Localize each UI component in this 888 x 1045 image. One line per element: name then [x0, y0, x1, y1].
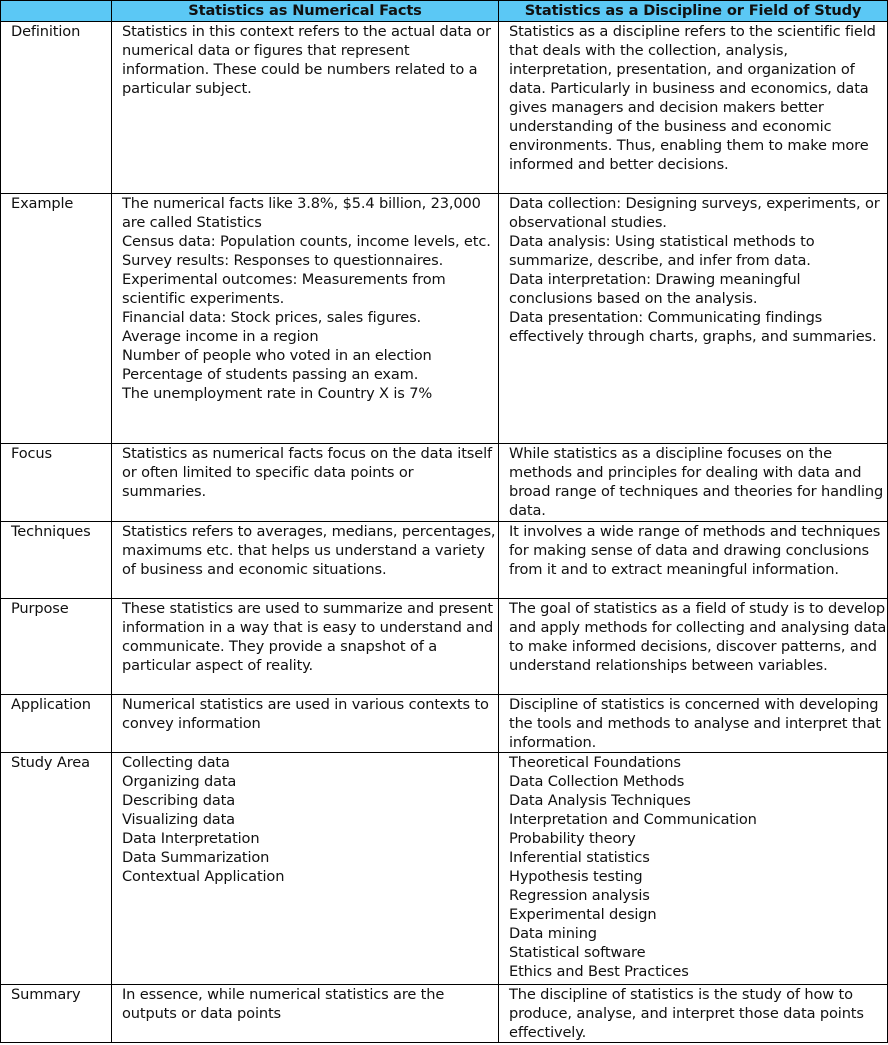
cell-discipline	[499, 695, 888, 753]
row-label: Summary	[1, 985, 112, 1043]
cell-line: It involves a wide range of methods and techniques for making sense of data and drawing conclusions from it and to extract meaningful information.	[509, 523, 881, 578]
cell-line: Visualizing data	[122, 811, 235, 828]
cell-numerical-facts	[112, 599, 499, 695]
cell-line: Data analysis: Using statistical methods to summarize, describe, and infer from data.	[509, 233, 815, 269]
cell-line: Statistics in this context refers to the actual data or numerical data or figures that represent information. These could be numbers related to a particular subject.	[122, 23, 491, 97]
cell-line: Census data: Population counts, income levels, etc.	[122, 233, 491, 250]
table-row	[1, 985, 888, 1043]
cell-line: Theoretical Foundations	[509, 754, 681, 771]
table-row	[1, 522, 888, 599]
cell-line: Hypothesis testing	[509, 868, 643, 885]
cell-discipline	[499, 599, 888, 695]
cell-line: Average income in a region	[122, 328, 319, 345]
cell-line: The goal of statistics as a field of study is to develop and apply methods for collecting and analysing data to make informed decisions, discover patterns, and understand relationships between variables.	[509, 600, 887, 674]
row-label: Techniques	[1, 522, 112, 599]
cell-line: Data Analysis Techniques	[509, 792, 691, 809]
cell-line: Data interpretation: Drawing meaningful conclusions based on the analysis.	[509, 271, 801, 307]
cell-line: Ethics and Best Practices	[509, 963, 689, 980]
cell-line: Statistics as numerical facts focus on the data itself or often limited to specific data points or summaries.	[122, 445, 492, 500]
cell-line: Collecting data	[122, 754, 230, 771]
cell-numerical-facts	[112, 444, 499, 522]
cell-line: Data presentation: Communicating findings effectively through charts, graphs, and summaries.	[509, 309, 877, 345]
cell-line: In essence, while numerical statistics are the outputs or data points	[122, 986, 445, 1022]
cell-line: While statistics as a discipline focuses on the methods and principles for dealing with data and broad range of techniques and theories for handling data.	[509, 445, 884, 519]
cell-line: The numerical facts like 3.8%, $5.4 billion, 23,000 are called Statistics	[122, 195, 481, 231]
cell-line: Describing data	[122, 792, 235, 809]
cell-line: Statistical software	[509, 944, 646, 961]
cell-line: Experimental design	[509, 906, 657, 923]
cell-numerical-facts	[112, 985, 499, 1043]
cell-line: Inferential statistics	[509, 849, 650, 866]
cell-line: Statistics refers to averages, medians, percentages, maximums etc. that helps us understand a variety of business and economic situations.	[122, 523, 496, 578]
cell-numerical-facts	[112, 22, 499, 194]
cell-line: Number of people who voted in an election	[122, 347, 432, 364]
cell-line: Data mining	[509, 925, 597, 942]
cell-line: Organizing data	[122, 773, 237, 790]
header-discipline: Statistics as a Discipline or Field of Study	[499, 1, 888, 22]
cell-numerical-facts	[112, 753, 499, 985]
cell-line: Interpretation and Communication	[509, 811, 757, 828]
table-row	[1, 599, 888, 695]
cell-discipline	[499, 753, 888, 985]
cell-line: Numerical statistics are used in various contexts to convey information	[122, 696, 489, 732]
cell-numerical-facts	[112, 522, 499, 599]
cell-line: Survey results: Responses to questionnaires.	[122, 252, 444, 269]
cell-line: The unemployment rate in Country X is 7%	[122, 385, 433, 402]
cell-line: Percentage of students passing an exam.	[122, 366, 419, 383]
cell-line: Data collection: Designing surveys, experiments, or observational studies.	[509, 195, 880, 231]
cell-line: These statistics are used to summarize and present information in a way that is easy to understand and communicate. They provide a snapshot of a particular aspect of reality.	[122, 600, 494, 674]
cell-line: Contextual Application	[122, 868, 285, 885]
cell-numerical-facts	[112, 194, 499, 444]
table-row	[1, 753, 888, 985]
cell-line: Financial data: Stock prices, sales figures.	[122, 309, 422, 326]
cell-line: Data Collection Methods	[509, 773, 685, 790]
cell-discipline	[499, 522, 888, 599]
row-label: Purpose	[1, 599, 112, 695]
cell-discipline	[499, 985, 888, 1043]
cell-line: Data Interpretation	[122, 830, 260, 847]
cell-line: The discipline of statistics is the study of how to produce, analyse, and interpret those data points effectively.	[509, 986, 864, 1041]
cell-line: Experimental outcomes: Measurements from scientific experiments.	[122, 271, 446, 307]
table-row	[1, 444, 888, 522]
header-numerical-facts: Statistics as Numerical Facts	[112, 1, 499, 22]
table-row	[1, 194, 888, 444]
cell-line: Probability theory	[509, 830, 636, 847]
header-corner	[1, 1, 112, 22]
row-label: Focus	[1, 444, 112, 522]
table-row	[1, 695, 888, 753]
cell-numerical-facts	[112, 695, 499, 753]
table-row	[1, 22, 888, 194]
cell-discipline	[499, 22, 888, 194]
cell-line: Data Summarization	[122, 849, 270, 866]
cell-discipline	[499, 444, 888, 522]
row-label: Application	[1, 695, 112, 753]
row-label: Definition	[1, 22, 112, 194]
cell-line: Discipline of statistics is concerned with developing the tools and methods to analyse and interpret that information.	[509, 696, 881, 751]
cell-line: Regression analysis	[509, 887, 650, 904]
row-label: Study Area	[1, 753, 112, 985]
cell-line: Statistics as a discipline refers to the scientific field that deals with the collection, analysis, interpretation, presentation, and organization of data. Particularly in business and economics, data gives managers and decision makers better understanding of the business and economic environments. Thus, enabling them to make more informed and better decisions.	[509, 23, 876, 173]
header-row	[1, 1, 888, 22]
table-body	[1, 22, 888, 1043]
table-header	[1, 1, 888, 22]
row-label: Example	[1, 194, 112, 444]
cell-discipline	[499, 194, 888, 444]
